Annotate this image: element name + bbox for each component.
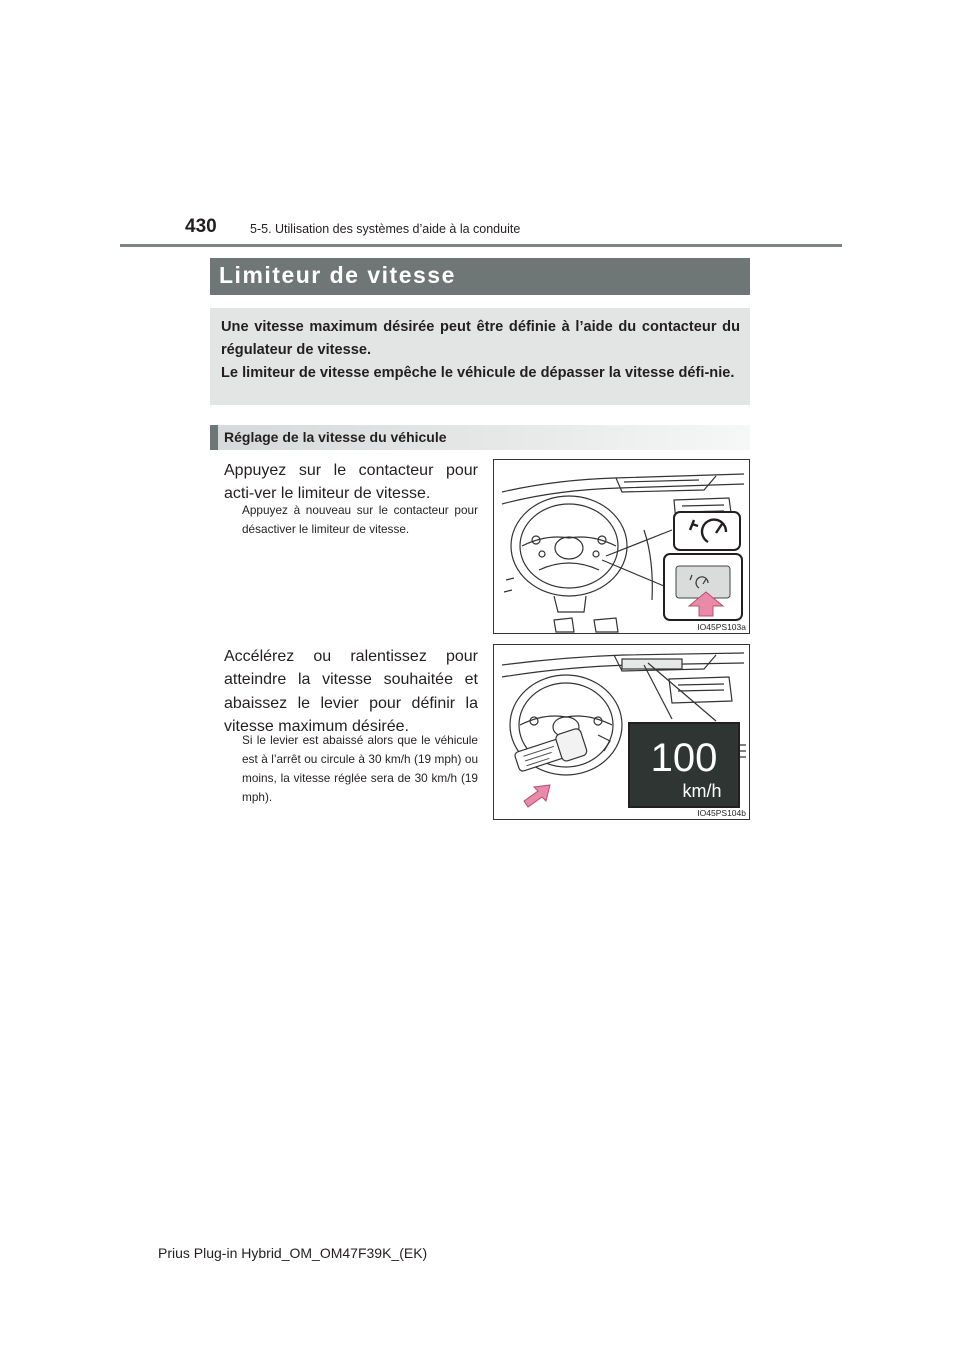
page-number: 430	[185, 216, 217, 237]
intro-line-2: Le limiteur de vitesse empêche le véhicule de dépasser la vitesse défi-nie.	[221, 365, 735, 382]
step-1-text: Appuyez sur le contacteur pour acti-ver le limiteur de vitesse.	[224, 462, 478, 502]
step-2-note: Si le levier est abaissé alors que le véhicule est à l’arrêt ou circule à 30 km/h (19 mph) ou moins, la vitesse réglée sera de 30 km/h (19 mph).	[242, 733, 478, 804]
section-heading-text: Réglage de la vitesse du véhicule	[224, 429, 447, 445]
figure-lever-code: IO45PS104b	[697, 808, 746, 818]
footer: Prius Plug-in Hybrid_OM_OM47F39K_(EK)	[158, 1245, 428, 1261]
figure-lever	[493, 644, 750, 820]
display-speed: 100	[650, 736, 718, 780]
title-band	[210, 258, 750, 295]
figure-switch-code: IO45PS103a	[697, 622, 746, 632]
figure-lever-drawing	[494, 645, 750, 820]
header-rule	[120, 244, 842, 247]
intro-box	[210, 308, 750, 405]
display-unit: km/h	[682, 781, 722, 801]
step-2-text: Accélérez ou ralentissez pour atteindre la vitesse souhaitée et abaissez le levier pour définir la vitesse maximum désirée.	[224, 648, 478, 736]
chapter-header: 5-5. Utilisation des systèmes d’aide à la conduite	[250, 222, 521, 236]
figure-switch-drawing	[494, 460, 750, 634]
page-title: Limiteur de vitesse	[219, 262, 456, 288]
section-heading-bar	[210, 425, 218, 450]
figure-switch	[493, 459, 750, 634]
step-1-note: Appuyez à nouveau sur le contacteur pour désactiver le limiteur de vitesse.	[242, 503, 478, 536]
intro-line-1: Une vitesse maximum désirée peut être définie à l’aide du contacteur du régulateur de vitesse.	[221, 319, 740, 359]
section-heading	[210, 425, 750, 450]
